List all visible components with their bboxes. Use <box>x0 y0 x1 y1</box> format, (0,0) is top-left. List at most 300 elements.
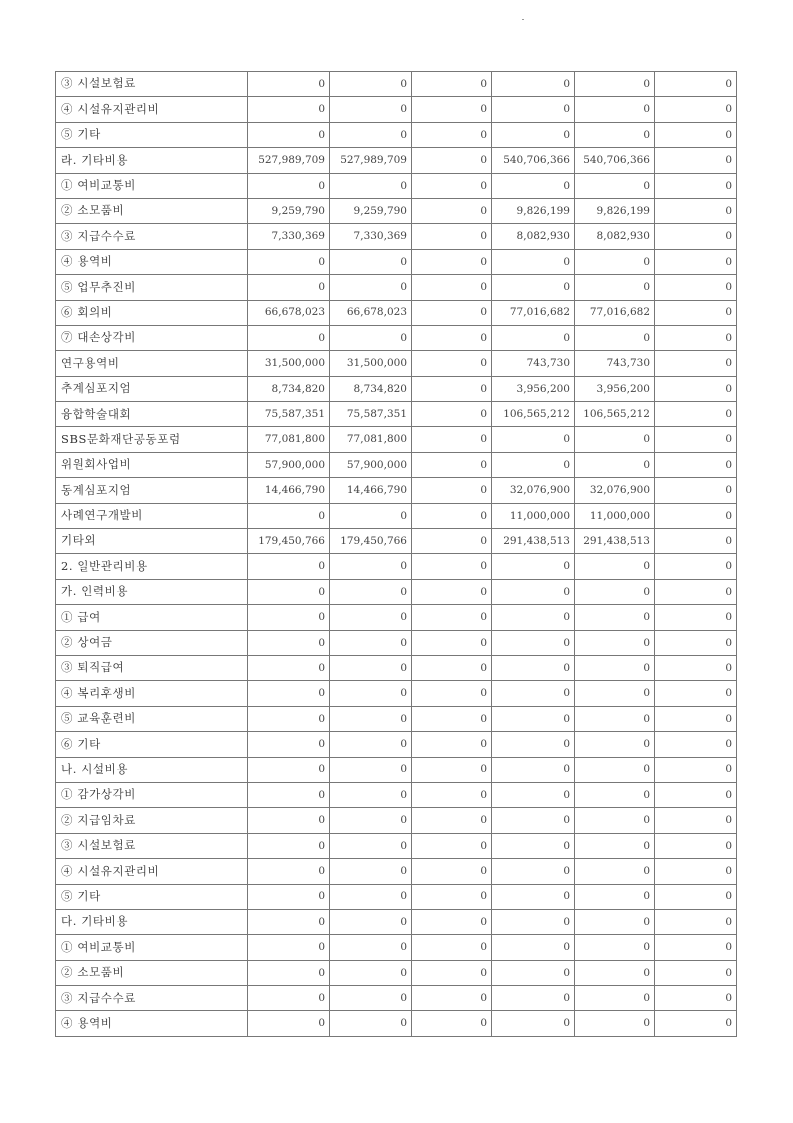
amount-cell: 0 <box>330 1011 412 1036</box>
table-row <box>56 503 737 528</box>
amount-cell: 0 <box>655 376 737 401</box>
amount-cell: 0 <box>575 452 655 477</box>
amount-cell: 0 <box>412 655 492 680</box>
row-label: 기타외 <box>56 529 248 554</box>
amount-cell: 0 <box>330 503 412 528</box>
amount-cell: 527,989,709 <box>330 148 412 173</box>
row-label: ① 급여 <box>56 605 248 630</box>
table-row <box>56 249 737 274</box>
amount-cell: 0 <box>655 325 737 350</box>
table-row <box>56 452 737 477</box>
amount-cell: 0 <box>248 503 330 528</box>
row-label: ③ 지급수수료 <box>56 224 248 249</box>
amount-cell: 0 <box>412 935 492 960</box>
row-label: ③ 시설보험료 <box>56 72 248 97</box>
amount-cell: 0 <box>492 884 575 909</box>
amount-cell: 0 <box>575 72 655 97</box>
amount-cell: 0 <box>412 224 492 249</box>
amount-cell: 0 <box>412 681 492 706</box>
amount-cell: 0 <box>248 935 330 960</box>
amount-cell: 9,259,790 <box>330 198 412 223</box>
row-label: SBS문화재단공동포럼 <box>56 427 248 452</box>
row-label: 위원회사업비 <box>56 452 248 477</box>
amount-cell: 0 <box>492 808 575 833</box>
amount-cell: 0 <box>575 605 655 630</box>
row-label: ② 소모품비 <box>56 198 248 223</box>
amount-cell: 0 <box>575 782 655 807</box>
amount-cell: 0 <box>248 986 330 1011</box>
row-label: 다. 기타비용 <box>56 909 248 934</box>
amount-cell: 0 <box>248 1011 330 1036</box>
amount-cell: 0 <box>248 72 330 97</box>
row-label: ① 여비교통비 <box>56 935 248 960</box>
amount-cell: 0 <box>330 630 412 655</box>
amount-cell: 0 <box>248 782 330 807</box>
amount-cell: 0 <box>248 960 330 985</box>
amount-cell: 0 <box>412 148 492 173</box>
amount-cell: 0 <box>330 808 412 833</box>
table-row <box>56 478 737 503</box>
amount-cell: 0 <box>655 427 737 452</box>
table-row <box>56 579 737 604</box>
amount-cell: 0 <box>330 859 412 884</box>
table-row <box>56 757 737 782</box>
amount-cell: 0 <box>655 681 737 706</box>
amount-cell: 0 <box>248 655 330 680</box>
amount-cell: 0 <box>655 249 737 274</box>
table-row <box>56 173 737 198</box>
amount-cell: 527,989,709 <box>248 148 330 173</box>
table-row <box>56 935 737 960</box>
table-row <box>56 275 737 300</box>
amount-cell: 77,081,800 <box>330 427 412 452</box>
table-row <box>56 986 737 1011</box>
row-label: ⑥ 기타 <box>56 732 248 757</box>
amount-cell: 0 <box>575 706 655 731</box>
amount-cell: 0 <box>412 427 492 452</box>
amount-cell: 0 <box>330 960 412 985</box>
row-label: 연구용역비 <box>56 351 248 376</box>
amount-cell: 0 <box>248 859 330 884</box>
amount-cell: 0 <box>492 249 575 274</box>
amount-cell: 3,956,200 <box>575 376 655 401</box>
amount-cell: 0 <box>412 503 492 528</box>
row-label: ③ 시설보험료 <box>56 833 248 858</box>
table-row <box>56 884 737 909</box>
amount-cell: 8,082,930 <box>492 224 575 249</box>
amount-cell: 0 <box>575 859 655 884</box>
amount-cell: 0 <box>330 72 412 97</box>
row-label: ④ 복리후생비 <box>56 681 248 706</box>
amount-cell: 0 <box>492 72 575 97</box>
amount-cell: 0 <box>655 198 737 223</box>
amount-cell: 0 <box>412 986 492 1011</box>
amount-cell: 0 <box>575 909 655 934</box>
amount-cell: 0 <box>248 909 330 934</box>
row-label: ② 소모품비 <box>56 960 248 985</box>
amount-cell: 0 <box>655 859 737 884</box>
amount-cell: 0 <box>412 72 492 97</box>
amount-cell: 0 <box>412 351 492 376</box>
table-row <box>56 224 737 249</box>
amount-cell: 0 <box>655 655 737 680</box>
amount-cell: 9,259,790 <box>248 198 330 223</box>
amount-cell: 0 <box>412 554 492 579</box>
amount-cell: 0 <box>492 630 575 655</box>
amount-cell: 0 <box>330 655 412 680</box>
amount-cell: 291,438,513 <box>492 529 575 554</box>
amount-cell: 0 <box>412 757 492 782</box>
amount-cell: 179,450,766 <box>330 529 412 554</box>
amount-cell: 0 <box>655 579 737 604</box>
amount-cell: 0 <box>575 986 655 1011</box>
amount-cell: 0 <box>248 173 330 198</box>
amount-cell: 0 <box>330 579 412 604</box>
amount-cell: 0 <box>655 909 737 934</box>
amount-cell: 0 <box>412 249 492 274</box>
amount-cell: 0 <box>330 935 412 960</box>
amount-cell: 0 <box>248 757 330 782</box>
amount-cell: 0 <box>492 960 575 985</box>
amount-cell: 0 <box>655 224 737 249</box>
table-row <box>56 376 737 401</box>
amount-cell: 0 <box>492 757 575 782</box>
amount-cell: 0 <box>492 935 575 960</box>
amount-cell: 0 <box>655 782 737 807</box>
amount-cell: 0 <box>655 351 737 376</box>
table-row <box>56 351 737 376</box>
amount-cell: 0 <box>330 122 412 147</box>
amount-cell: 0 <box>248 884 330 909</box>
row-label: 동계심포지엄 <box>56 478 248 503</box>
amount-cell: 0 <box>655 452 737 477</box>
amount-cell: 0 <box>492 452 575 477</box>
expense-table <box>55 71 737 1037</box>
amount-cell: 0 <box>412 529 492 554</box>
amount-cell: 0 <box>330 681 412 706</box>
row-label: ⑤ 기타 <box>56 884 248 909</box>
amount-cell: 0 <box>575 554 655 579</box>
amount-cell: 0 <box>412 833 492 858</box>
row-label: ④ 용역비 <box>56 1011 248 1036</box>
table-row <box>56 909 737 934</box>
row-label: ① 여비교통비 <box>56 173 248 198</box>
amount-cell: 0 <box>492 122 575 147</box>
amount-cell: 0 <box>575 249 655 274</box>
amount-cell: 0 <box>330 97 412 122</box>
amount-cell: 0 <box>412 122 492 147</box>
amount-cell: 0 <box>575 655 655 680</box>
amount-cell: 0 <box>412 630 492 655</box>
row-label: ⑥ 회의비 <box>56 300 248 325</box>
row-label: ② 지급임차료 <box>56 808 248 833</box>
table-row <box>56 427 737 452</box>
amount-cell: 32,076,900 <box>575 478 655 503</box>
amount-cell: 0 <box>248 249 330 274</box>
amount-cell: 0 <box>492 173 575 198</box>
amount-cell: 0 <box>248 706 330 731</box>
amount-cell: 66,678,023 <box>330 300 412 325</box>
table-row <box>56 97 737 122</box>
amount-cell: 11,000,000 <box>492 503 575 528</box>
table-row <box>56 1011 737 1036</box>
amount-cell: 0 <box>655 630 737 655</box>
amount-cell: 743,730 <box>492 351 575 376</box>
row-label: 라. 기타비용 <box>56 148 248 173</box>
amount-cell: 179,450,766 <box>248 529 330 554</box>
amount-cell: 31,500,000 <box>330 351 412 376</box>
amount-cell: 0 <box>412 884 492 909</box>
row-label: ⑦ 대손상각비 <box>56 325 248 350</box>
amount-cell: 743,730 <box>575 351 655 376</box>
table-row <box>56 72 737 97</box>
table-row <box>56 148 737 173</box>
table-row <box>56 300 737 325</box>
amount-cell: 0 <box>330 706 412 731</box>
amount-cell: 0 <box>248 833 330 858</box>
amount-cell: 0 <box>412 782 492 807</box>
amount-cell: 0 <box>575 960 655 985</box>
row-label: ④ 용역비 <box>56 249 248 274</box>
amount-cell: 3,956,200 <box>492 376 575 401</box>
amount-cell: 7,330,369 <box>248 224 330 249</box>
amount-cell: 0 <box>575 579 655 604</box>
row-label: 융합학술대회 <box>56 402 248 427</box>
row-label: ② 상여금 <box>56 630 248 655</box>
amount-cell: 0 <box>655 122 737 147</box>
row-label: ③ 퇴직급여 <box>56 655 248 680</box>
table-row <box>56 732 737 757</box>
amount-cell: 0 <box>492 325 575 350</box>
row-label: ④ 시설유지관리비 <box>56 859 248 884</box>
amount-cell: 8,082,930 <box>575 224 655 249</box>
row-label: 가. 인력비용 <box>56 579 248 604</box>
amount-cell: 0 <box>655 960 737 985</box>
table-row <box>56 960 737 985</box>
amount-cell: 0 <box>330 986 412 1011</box>
row-label: ④ 시설유지관리비 <box>56 97 248 122</box>
amount-cell: 0 <box>412 198 492 223</box>
amount-cell: 0 <box>330 833 412 858</box>
amount-cell: 0 <box>412 605 492 630</box>
table-row <box>56 325 737 350</box>
amount-cell: 9,826,199 <box>575 198 655 223</box>
table-row <box>56 554 737 579</box>
amount-cell: 0 <box>655 833 737 858</box>
table-row <box>56 706 737 731</box>
amount-cell: 31,500,000 <box>248 351 330 376</box>
amount-cell: 0 <box>655 97 737 122</box>
amount-cell: 0 <box>330 275 412 300</box>
amount-cell: 0 <box>412 402 492 427</box>
amount-cell: 0 <box>655 402 737 427</box>
amount-cell: 0 <box>575 427 655 452</box>
amount-cell: 0 <box>575 122 655 147</box>
amount-cell: 0 <box>412 859 492 884</box>
amount-cell: 0 <box>248 732 330 757</box>
amount-cell: 0 <box>655 1011 737 1036</box>
amount-cell: 540,706,366 <box>492 148 575 173</box>
amount-cell: 32,076,900 <box>492 478 575 503</box>
amount-cell: 0 <box>575 732 655 757</box>
amount-cell: 0 <box>330 909 412 934</box>
amount-cell: 0 <box>492 732 575 757</box>
amount-cell: 0 <box>248 605 330 630</box>
table-row <box>56 859 737 884</box>
amount-cell: 0 <box>492 427 575 452</box>
amount-cell: 540,706,366 <box>575 148 655 173</box>
amount-cell: 0 <box>412 452 492 477</box>
amount-cell: 0 <box>248 275 330 300</box>
amount-cell: 0 <box>655 554 737 579</box>
amount-cell: 0 <box>412 1011 492 1036</box>
amount-cell: 106,565,212 <box>575 402 655 427</box>
amount-cell: 0 <box>575 1011 655 1036</box>
amount-cell: 0 <box>248 325 330 350</box>
row-label: 추계심포지엄 <box>56 376 248 401</box>
amount-cell: 0 <box>575 884 655 909</box>
amount-cell: 0 <box>575 173 655 198</box>
amount-cell: 0 <box>492 1011 575 1036</box>
amount-cell: 14,466,790 <box>248 478 330 503</box>
amount-cell: 0 <box>412 173 492 198</box>
amount-cell: 0 <box>412 808 492 833</box>
row-label: ⑤ 기타 <box>56 122 248 147</box>
amount-cell: 75,587,351 <box>248 402 330 427</box>
amount-cell: 0 <box>248 630 330 655</box>
amount-cell: 0 <box>492 681 575 706</box>
amount-cell: 0 <box>330 605 412 630</box>
amount-cell: 0 <box>330 249 412 274</box>
amount-cell: 0 <box>330 757 412 782</box>
table-row <box>56 122 737 147</box>
amount-cell: 0 <box>655 732 737 757</box>
amount-cell: 9,826,199 <box>492 198 575 223</box>
table-row <box>56 655 737 680</box>
amount-cell: 0 <box>248 122 330 147</box>
amount-cell: 0 <box>248 681 330 706</box>
amount-cell: 0 <box>330 325 412 350</box>
amount-cell: 0 <box>575 681 655 706</box>
table-row <box>56 402 737 427</box>
amount-cell: 0 <box>655 173 737 198</box>
amount-cell: 0 <box>655 275 737 300</box>
amount-cell: 0 <box>412 909 492 934</box>
amount-cell: 0 <box>248 808 330 833</box>
table-row <box>56 808 737 833</box>
amount-cell: 77,081,800 <box>248 427 330 452</box>
amount-cell: 291,438,513 <box>575 529 655 554</box>
table-row <box>56 833 737 858</box>
amount-cell: 0 <box>412 376 492 401</box>
amount-cell: 0 <box>655 529 737 554</box>
amount-cell: 0 <box>330 732 412 757</box>
amount-cell: 0 <box>575 935 655 960</box>
amount-cell: 0 <box>330 173 412 198</box>
amount-cell: 0 <box>575 808 655 833</box>
row-label: ⑤ 업무추진비 <box>56 275 248 300</box>
amount-cell: 0 <box>655 300 737 325</box>
amount-cell: 0 <box>412 732 492 757</box>
amount-cell: 77,016,682 <box>575 300 655 325</box>
table-row <box>56 605 737 630</box>
amount-cell: 0 <box>412 275 492 300</box>
amount-cell: 0 <box>655 935 737 960</box>
scan-speck <box>522 19 524 20</box>
table-row <box>56 782 737 807</box>
amount-cell: 0 <box>248 554 330 579</box>
amount-cell: 0 <box>330 884 412 909</box>
row-label: 2. 일반관리비용 <box>56 554 248 579</box>
amount-cell: 0 <box>248 579 330 604</box>
amount-cell: 14,466,790 <box>330 478 412 503</box>
amount-cell: 8,734,820 <box>330 376 412 401</box>
amount-cell: 66,678,023 <box>248 300 330 325</box>
amount-cell: 0 <box>575 325 655 350</box>
amount-cell: 0 <box>492 706 575 731</box>
amount-cell: 0 <box>492 655 575 680</box>
amount-cell: 0 <box>492 859 575 884</box>
amount-cell: 0 <box>655 706 737 731</box>
table-row <box>56 198 737 223</box>
row-label: ① 감가상각비 <box>56 782 248 807</box>
row-label: ⑤ 교육훈련비 <box>56 706 248 731</box>
amount-cell: 0 <box>655 503 737 528</box>
amount-cell: 0 <box>655 884 737 909</box>
amount-cell: 0 <box>655 757 737 782</box>
amount-cell: 0 <box>655 148 737 173</box>
amount-cell: 0 <box>492 833 575 858</box>
amount-cell: 0 <box>492 605 575 630</box>
expense-table-body <box>56 72 737 1037</box>
amount-cell: 0 <box>492 97 575 122</box>
amount-cell: 0 <box>492 579 575 604</box>
table-row <box>56 630 737 655</box>
amount-cell: 0 <box>412 960 492 985</box>
amount-cell: 0 <box>412 478 492 503</box>
amount-cell: 0 <box>412 325 492 350</box>
amount-cell: 11,000,000 <box>575 503 655 528</box>
amount-cell: 106,565,212 <box>492 402 575 427</box>
amount-cell: 75,587,351 <box>330 402 412 427</box>
amount-cell: 7,330,369 <box>330 224 412 249</box>
amount-cell: 0 <box>575 275 655 300</box>
amount-cell: 0 <box>655 478 737 503</box>
amount-cell: 77,016,682 <box>492 300 575 325</box>
amount-cell: 8,734,820 <box>248 376 330 401</box>
amount-cell: 0 <box>655 72 737 97</box>
amount-cell: 0 <box>412 300 492 325</box>
amount-cell: 57,900,000 <box>248 452 330 477</box>
amount-cell: 0 <box>655 605 737 630</box>
amount-cell: 0 <box>492 909 575 934</box>
row-label: 나. 시설비용 <box>56 757 248 782</box>
amount-cell: 0 <box>575 757 655 782</box>
amount-cell: 0 <box>412 579 492 604</box>
amount-cell: 0 <box>492 986 575 1011</box>
table-row <box>56 681 737 706</box>
amount-cell: 0 <box>492 782 575 807</box>
amount-cell: 0 <box>492 275 575 300</box>
row-label: ③ 지급수수료 <box>56 986 248 1011</box>
amount-cell: 0 <box>412 97 492 122</box>
row-label: 사례연구개발비 <box>56 503 248 528</box>
amount-cell: 0 <box>575 97 655 122</box>
amount-cell: 57,900,000 <box>330 452 412 477</box>
amount-cell: 0 <box>330 782 412 807</box>
table-row <box>56 529 737 554</box>
amount-cell: 0 <box>575 630 655 655</box>
